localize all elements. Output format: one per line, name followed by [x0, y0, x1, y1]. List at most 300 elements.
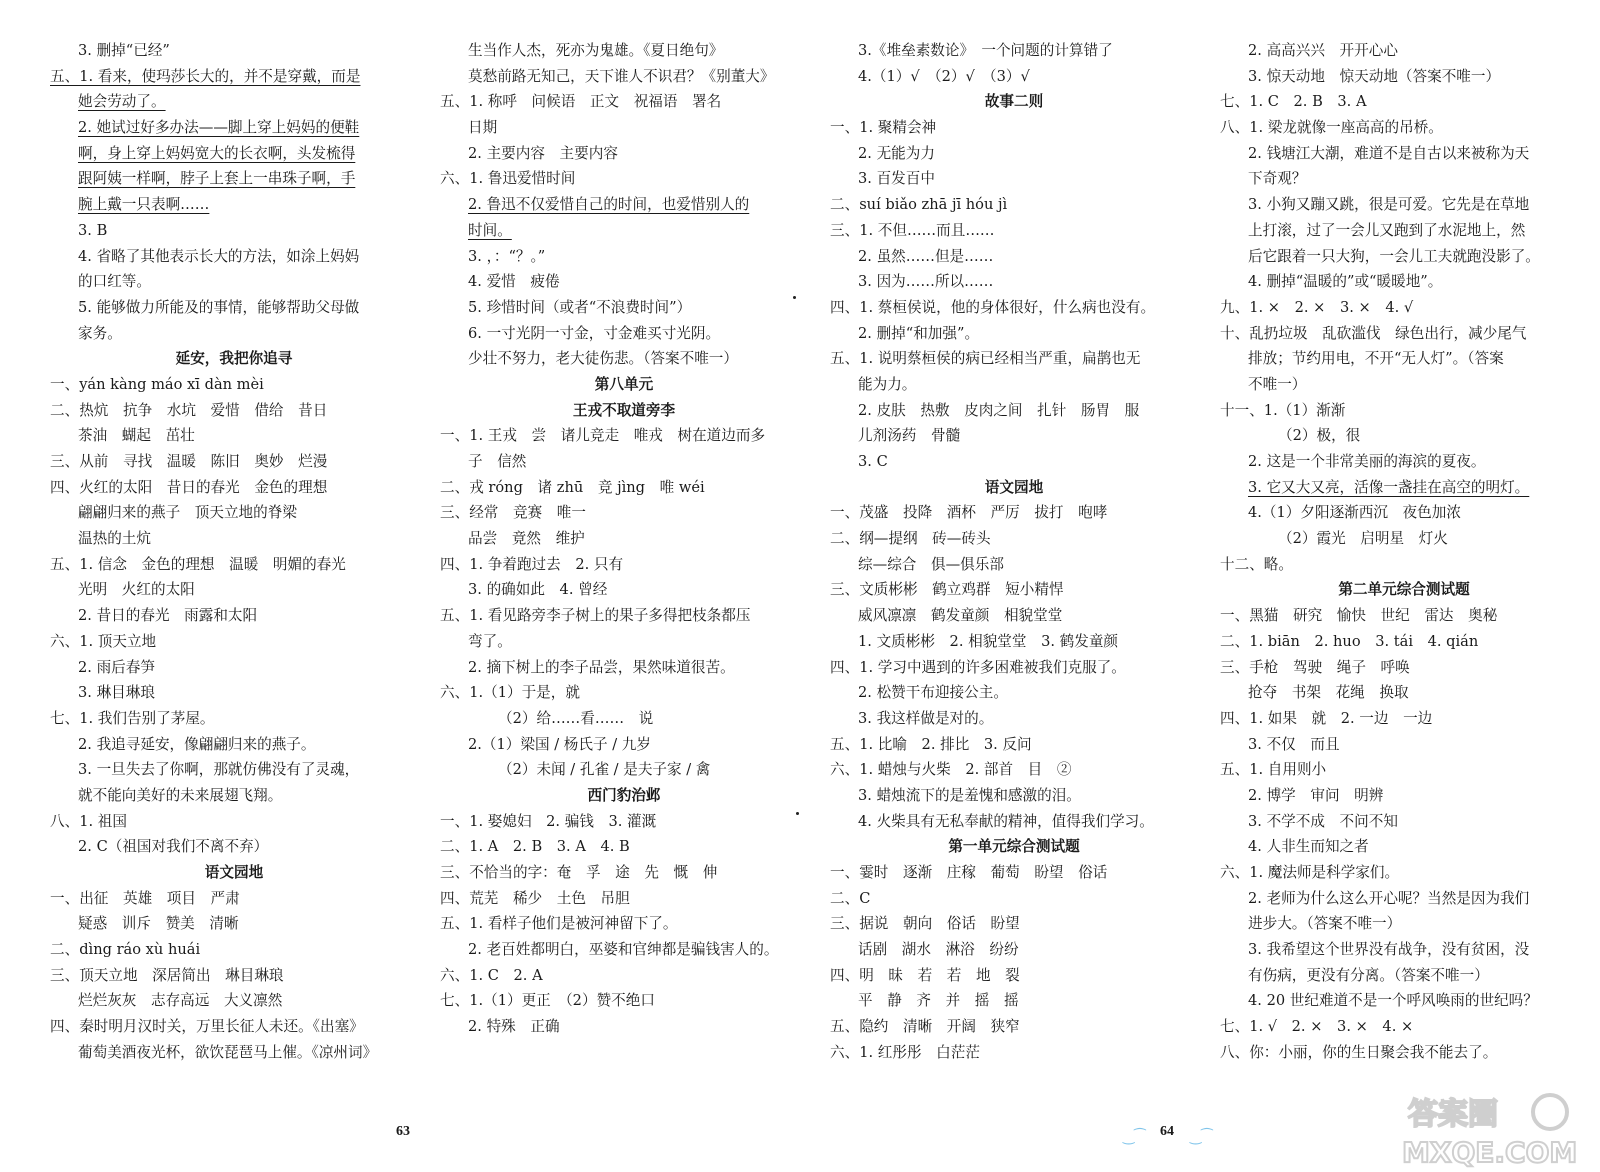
answer-line	[830, 141, 1198, 167]
answer-text: 六、1. C 2. A	[440, 966, 543, 984]
answer-column-3	[830, 38, 1198, 1066]
answer-line	[440, 757, 808, 783]
answer-line	[440, 295, 808, 321]
answer-text: 第二单元综合测试题	[1338, 581, 1470, 599]
answer-text: 三、据说 朝向 俗话 盼望	[830, 915, 1020, 933]
answer-text: 3. 不学不成 不问不知	[1248, 812, 1398, 830]
answer-text: 下奇观？	[1248, 170, 1307, 188]
answer-text: 四、1. 如果 就 2. 一边 一边	[1220, 709, 1433, 727]
answer-text: 1. 文质彬彬 2. 相貌堂堂 3. 鹤发童颜	[858, 632, 1119, 650]
answer-line	[50, 526, 418, 552]
answer-text: 十一、1.（1）渐渐	[1220, 401, 1346, 419]
answer-line	[830, 346, 1198, 372]
answer-line	[1220, 244, 1588, 270]
answer-line	[1220, 192, 1588, 218]
answer-line	[1220, 423, 1588, 449]
answer-text: 家务。	[78, 324, 122, 342]
answer-line	[440, 38, 808, 64]
answer-text: 2. 老师为什么这么开心呢？当然是因为我们	[1248, 889, 1530, 907]
answer-text: 六、1.（1）于是，就	[440, 684, 580, 702]
answer-line	[1220, 295, 1588, 321]
answer-line	[440, 141, 808, 167]
answer-text: 啊，身上穿上妈妈宽大的长衣啊，头发梳得	[78, 144, 356, 162]
answer-text: 四、荒芜 稀少 土色 吊胆	[440, 889, 630, 907]
answer-line	[50, 757, 418, 783]
answer-text: 三、手枪 驾驶 绳子 呼唤	[1220, 658, 1410, 676]
answer-text: 四、明 昧 若 若 地 裂	[830, 966, 1020, 984]
answer-line	[1220, 89, 1588, 115]
answer-line	[1220, 449, 1588, 475]
answer-text: 第八单元	[594, 375, 654, 393]
answer-line	[50, 500, 418, 526]
answer-text: 七、1.（1）更正 （2）赞不绝口	[440, 992, 655, 1010]
answer-line	[1220, 655, 1588, 681]
answer-line	[830, 500, 1198, 526]
section-heading	[440, 783, 808, 809]
answer-line	[440, 655, 808, 681]
answer-line	[440, 963, 808, 989]
answer-line	[50, 988, 418, 1014]
answer-line	[830, 937, 1198, 963]
answer-line	[830, 757, 1198, 783]
answer-line	[1220, 988, 1588, 1014]
answer-line	[1220, 269, 1588, 295]
answer-line	[50, 449, 418, 475]
answer-line	[440, 166, 808, 192]
answer-line	[440, 809, 808, 835]
section-heading	[830, 89, 1198, 115]
answer-text: 二、热炕 抗争 水坑 爱惜 借给 昔日	[50, 401, 328, 419]
answer-text: 2.（1）梁国 / 杨氏子 / 九岁	[468, 735, 651, 753]
answer-text: 5. 珍惜时间（或者“不浪费时间”）	[468, 298, 692, 316]
answer-line	[1220, 141, 1588, 167]
answer-text: 三、不恰当的字：奄 孚 途 先 慨 伸	[440, 864, 718, 881]
answer-line	[830, 192, 1198, 218]
answer-text: 2. 老百姓都明白，巫婆和官绅都是骗钱害人的。	[468, 941, 779, 959]
answer-line	[50, 89, 418, 115]
answer-text: 2. 无能为力	[858, 144, 935, 162]
answer-text: 五、1. 比喻 2. 排比 3. 反问	[830, 735, 1032, 753]
answer-line	[440, 64, 808, 90]
answer-text: 二、戎 róng 诸 zhū 竞 jìng 唯 wéi	[440, 478, 705, 496]
answer-text: 五、1. 信念 金色的理想 温暖 明媚的春光	[50, 555, 346, 573]
answer-text: 莫愁前路无知己，天下谁人不识君？《别董大》	[468, 67, 775, 85]
answer-text: 一、1. 王戎 尝 诸儿竞走 唯戎 树在道边而多	[440, 427, 766, 445]
answer-line	[1220, 860, 1588, 886]
answer-line	[440, 269, 808, 295]
answer-line	[440, 192, 808, 218]
answer-line	[1220, 757, 1588, 783]
answer-text: 六、1. 魔法师是科学家们。	[1220, 864, 1400, 881]
answer-text: 一、霎时 逐渐 庄稼 葡萄 盼望 俗话	[830, 864, 1108, 881]
answer-text: 六、1. 红彤彤 白茫茫	[830, 1043, 980, 1061]
answer-text: 三、经常 竞赛 唯一	[440, 504, 586, 522]
answer-text: 八、1. 祖国	[50, 812, 127, 830]
answer-text: 3. 我这样做是对的。	[858, 709, 994, 727]
answer-text: 五、隐约 清晰 开阔 狭窄	[830, 1018, 1020, 1036]
answer-text: 4. 火柴具有无私奉献的精神，值得我们学习。	[858, 812, 1154, 830]
answer-line	[50, 269, 418, 295]
answer-text: 2. 高高兴兴 开开心心	[1248, 42, 1398, 59]
answer-text: 光明 火红的太阳	[78, 581, 195, 599]
answer-text: 七、1. 我们告别了茅屋。	[50, 709, 215, 727]
answer-text: 第一单元综合测试题	[948, 838, 1080, 856]
answer-text: 九、1. × 2. × 3. × 4. √	[1220, 298, 1414, 316]
answer-text: 后它跟着一只大狗，一会儿工夫就跑没影了。	[1248, 247, 1540, 265]
answer-text: 进步大。（答案不唯一）	[1248, 915, 1402, 933]
answer-text: 六、1. 顶天立地	[50, 632, 157, 650]
answer-line	[440, 706, 808, 732]
answer-line	[1220, 809, 1588, 835]
answer-text: 2. 钱塘江大潮，难道不是自古以来被称为天	[1248, 144, 1530, 162]
answer-line	[1220, 475, 1588, 501]
answer-line	[1220, 732, 1588, 758]
answer-line	[50, 1014, 418, 1040]
answer-line	[1220, 398, 1588, 424]
answer-text: 排放；节约用电，不开“无人灯”。（答案	[1248, 350, 1504, 368]
answer-line	[830, 295, 1198, 321]
answer-line	[1220, 963, 1588, 989]
answer-line	[1220, 500, 1588, 526]
answer-line	[440, 937, 808, 963]
answer-text: 6. 一寸光阴一寸金，寸金难买寸光阴。	[468, 324, 721, 342]
answer-text: 2. 删掉“和加强”。	[858, 324, 980, 342]
answer-text: （2）霞光 启明星 灯火	[1278, 530, 1448, 548]
answer-line	[830, 269, 1198, 295]
answer-text: 四、1. 学习中遇到的许多困难被我们克服了。	[830, 658, 1126, 676]
answer-line	[1220, 372, 1588, 398]
answer-line	[440, 89, 808, 115]
answer-text: 综—综合 俱—俱乐部	[858, 555, 1004, 573]
section-heading	[440, 398, 808, 424]
answer-line	[440, 475, 808, 501]
answer-line	[440, 1014, 808, 1040]
answer-line	[830, 526, 1198, 552]
answer-line	[830, 372, 1198, 398]
answer-text: 弯了。	[468, 632, 512, 650]
answer-line	[830, 963, 1198, 989]
answer-line	[830, 577, 1198, 603]
watermark-icon	[1400, 1092, 1590, 1168]
answer-line	[1220, 629, 1588, 655]
answer-text: 四、1. 争着跑过去 2. 只有	[440, 555, 624, 573]
answer-line	[440, 860, 808, 886]
answer-line	[440, 577, 808, 603]
answer-text: 西门豹治邺	[587, 786, 661, 804]
answer-text: 有伤病，更没有分离。（答案不唯一）	[1248, 966, 1489, 984]
answer-text: 2. 我追寻延安，像翩翩归来的燕子。	[78, 735, 316, 753]
answer-text: 3. 的确如此 4. 曾经	[468, 581, 608, 599]
answer-text: 五、1. 看来，使玛莎长大的，并不是穿戴，而是	[50, 67, 361, 85]
answer-line	[440, 988, 808, 1014]
section-heading	[1220, 577, 1588, 603]
answer-line	[830, 218, 1198, 244]
answer-line	[440, 911, 808, 937]
answer-text: 跟阿姨一样啊，脖子上套上一串珠子啊，手	[78, 170, 356, 188]
answer-line	[830, 809, 1198, 835]
answer-text: 2. 松赞干布迎接公主。	[858, 684, 1008, 702]
answer-line	[830, 988, 1198, 1014]
answer-line	[50, 244, 418, 270]
answer-line	[1220, 218, 1588, 244]
answer-line	[830, 398, 1198, 424]
answer-text: 能为力。	[858, 375, 917, 393]
answer-line	[50, 629, 418, 655]
answer-text: 4. 爱惜 疲倦	[468, 273, 560, 291]
answer-text: 三、从前 寻找 温暖 陈旧 奥妙 烂漫	[50, 453, 328, 470]
answer-line	[50, 321, 418, 347]
answer-text: 4. 删掉“温暖的”或“暖暖地”。	[1248, 273, 1443, 291]
answer-line	[50, 706, 418, 732]
answer-line	[830, 321, 1198, 347]
answer-text: 2. 皮肤 热敷 皮肉之间 扎针 肠胃 服	[858, 401, 1140, 419]
answer-text: 威风凛凛 鹤发童颜 相貌堂堂	[858, 607, 1063, 625]
answer-line	[50, 295, 418, 321]
answer-text: 翩翩归来的燕子 顶天立地的脊梁	[78, 504, 297, 522]
answer-text: 二、纲—提纲 砖—砖头	[830, 530, 991, 548]
scan-dot	[796, 812, 799, 815]
answer-text: 三、1. 不但……而且……	[830, 221, 995, 239]
answer-line	[50, 166, 418, 192]
answer-text: 八、1. 梁龙就像一座高高的吊桥。	[1220, 119, 1443, 137]
answer-line	[830, 783, 1198, 809]
answer-text: 二、suí biǎo zhā jī hóu jì	[830, 196, 1008, 214]
answer-text: 十二、略。	[1220, 555, 1293, 573]
answer-column-4	[1220, 38, 1588, 1066]
answer-line	[1220, 783, 1588, 809]
answer-text: 四、1. 蔡桓侯说，他的身体很好，什么病也没有。	[830, 298, 1156, 316]
answer-line	[830, 166, 1198, 192]
answer-line	[1220, 166, 1588, 192]
answer-text: 八、你：小丽，你的生日聚会我不能去了。	[1220, 1043, 1498, 1061]
answer-line	[1220, 680, 1588, 706]
answer-line	[440, 680, 808, 706]
answer-text: 三、文质彬彬 鹤立鸡群 短小精悍	[830, 581, 1064, 599]
answer-text: 抢夺 书架 花绳 换取	[1248, 684, 1409, 702]
answer-line	[440, 500, 808, 526]
answer-line	[50, 192, 418, 218]
answer-text: 疑惑 训斥 赞美 清晰	[78, 915, 239, 933]
answer-column-2	[440, 38, 808, 1040]
answer-line	[50, 552, 418, 578]
answer-text: 2. 虽然……但是……	[858, 247, 994, 265]
answer-line	[440, 115, 808, 141]
section-heading	[50, 860, 418, 886]
answer-line	[1220, 886, 1588, 912]
wave-decoration-icon: ‿⁀	[1190, 1129, 1213, 1145]
answer-line	[830, 629, 1198, 655]
answer-text: 五、1. 说明蔡桓侯的病已经相当严重，扁鹊也无	[830, 350, 1141, 368]
wave-decoration-icon: ‿⁀	[1123, 1129, 1146, 1145]
answer-line	[50, 398, 418, 424]
answer-line	[440, 526, 808, 552]
answer-line	[50, 783, 418, 809]
answer-line	[440, 886, 808, 912]
answer-text: 2. 摘下树上的李子品尝，果然味道很苦。	[468, 658, 735, 676]
answer-text: 王戎不取道旁李	[572, 401, 676, 419]
answer-line	[1220, 526, 1588, 552]
answer-line	[1220, 911, 1588, 937]
answer-line	[830, 886, 1198, 912]
answer-text: 生当作人杰，死亦为鬼雄。《夏日绝句》	[468, 42, 724, 59]
answer-text: 3. 它又大又亮，活像一盏挂在高空的明灯。	[1248, 478, 1530, 496]
answer-line	[830, 1014, 1198, 1040]
answer-line	[1220, 1014, 1588, 1040]
answer-line	[440, 244, 808, 270]
answer-line	[1220, 1040, 1588, 1066]
section-heading	[440, 372, 808, 398]
answer-text: 五、1. 看见路旁李子树上的果子多得把枝条都压	[440, 607, 751, 625]
answer-text: 四、火红的太阳 昔日的春光 金色的理想	[50, 478, 328, 496]
answer-line	[1220, 38, 1588, 64]
answer-line	[50, 834, 418, 860]
section-heading	[830, 475, 1198, 501]
answer-text: 六、1. 蜡烛与火柴 2. 部首 目 ②	[830, 761, 1072, 779]
answer-line	[50, 680, 418, 706]
answer-line	[830, 706, 1198, 732]
answer-text: （2）给……看…… 说	[498, 709, 654, 727]
answer-text: 3. 我希望这个世界没有战争，没有贫困，没	[1248, 941, 1530, 959]
answer-line	[50, 475, 418, 501]
answer-text: 平 静 齐 并 摇 摇	[858, 992, 1019, 1010]
answer-text: （2）未闻 / 孔雀 / 是夫子家 / 禽	[498, 761, 711, 779]
answer-line	[830, 655, 1198, 681]
answer-text: 2. 特殊 正确	[468, 1018, 560, 1036]
answer-text: 五、1. 看样子他们是被河神留下了。	[440, 915, 678, 933]
answer-line	[50, 809, 418, 835]
answer-line	[50, 115, 418, 141]
answer-text: 延安，我把你追寻	[175, 350, 293, 368]
page-number-right: 64	[1160, 1124, 1174, 1139]
answer-line	[50, 655, 418, 681]
answer-text: 3. 小狗又蹦又跳，很是可爱。它先是在草地	[1248, 196, 1530, 214]
answer-text: 五、1. 自用则小	[1220, 761, 1327, 779]
answer-line	[830, 911, 1198, 937]
answer-text: 2. C（祖国对我们不离不弃）	[78, 838, 269, 856]
answer-text: 2. 她试过好多办法——脚上穿上妈妈的便鞋	[78, 119, 360, 137]
answer-line	[50, 1040, 418, 1066]
answer-line	[440, 834, 808, 860]
answer-text: 一、yán kàng máo xī dàn mèi	[50, 375, 264, 393]
answer-text: 时间。	[468, 221, 512, 239]
answer-text: 一、茂盛 投降 酒杯 严厉 拔打 咆哮	[830, 504, 1108, 522]
answer-text: 不唯一）	[1248, 375, 1307, 393]
answer-text: 六、1. 鲁迅爱惜时间	[440, 170, 576, 188]
answer-line	[1220, 834, 1588, 860]
answer-line	[830, 244, 1198, 270]
answer-line	[830, 603, 1198, 629]
answer-text: 语文园地	[984, 478, 1044, 496]
answer-line	[830, 732, 1198, 758]
answer-text: 品尝 竟然 维护	[468, 530, 585, 548]
answer-text: 4.（1）√ （2）√ （3）√	[858, 67, 1030, 85]
answer-text: 2. 雨后春笋	[78, 658, 155, 676]
answer-text: 3. 惊天动地 惊天动地（答案不唯一）	[1248, 67, 1501, 85]
answer-text: （2）极，很	[1278, 427, 1361, 445]
answer-line	[1220, 64, 1588, 90]
answer-line	[50, 423, 418, 449]
answer-text: 七、1. C 2. B 3. A	[1220, 93, 1367, 111]
answer-line	[1220, 552, 1588, 578]
page-number-left: 63	[396, 1124, 410, 1139]
answer-column-1	[50, 38, 418, 1066]
answer-text: 茶油 蝴起 茁壮	[78, 427, 195, 445]
watermark-logo	[1400, 1092, 1590, 1168]
answer-line	[50, 911, 418, 937]
answer-line	[1220, 937, 1588, 963]
answer-line	[50, 64, 418, 90]
answer-text: 3. 一旦失去了你啊，那就仿佛没有了灵魂，	[78, 761, 360, 779]
answer-text: 2. 昔日的春光 雨露和太阳	[78, 607, 258, 625]
answer-line	[440, 629, 808, 655]
answer-text: 四、秦时明月汉时关，万里长征人未还。《出塞》	[50, 1018, 364, 1036]
answer-line	[50, 372, 418, 398]
answer-text: 语文园地	[204, 864, 264, 881]
answer-text: 的口红等。	[78, 273, 151, 291]
answer-text: 3. 删掉“已经”	[78, 42, 170, 59]
answer-text: 2. 博学 审问 明辨	[1248, 786, 1384, 804]
answer-text: 儿剂汤药 骨髓	[858, 427, 961, 445]
answer-text: 二、1. A 2. B 3. A 4. B	[440, 838, 630, 856]
watermark-top-text: 答案圈	[1408, 1097, 1498, 1132]
answer-text: 二、1. biān 2. huo 3. tái 4. qián	[1220, 632, 1479, 650]
answer-line	[50, 577, 418, 603]
answer-text: 2. 鲁迅不仅爱惜自己的时间，也爱惜别人的	[468, 196, 750, 214]
section-heading	[830, 834, 1198, 860]
answer-text: 3. 琳目琳琅	[78, 684, 155, 702]
answer-line	[830, 423, 1198, 449]
answer-line	[830, 449, 1198, 475]
answer-line	[440, 346, 808, 372]
answer-text: 她会劳动了。	[78, 93, 166, 111]
answer-text: 3. 蜡烛流下的是羞愧和感激的泪。	[858, 786, 1081, 804]
answer-text: 3. 不仅 而且	[1248, 735, 1340, 753]
answer-line	[830, 115, 1198, 141]
answer-line	[1220, 603, 1588, 629]
watermark-bottom-text: MXQE.COM	[1402, 1136, 1578, 1168]
answer-text: 十、乱扔垃圾 乱砍滥伐 绿色出行，减少尾气	[1220, 324, 1527, 342]
answer-text: 上打滚，过了一会儿又跑到了水泥地上，然	[1248, 221, 1526, 239]
answer-text: 3. ，：“？。”	[468, 247, 546, 265]
answer-line	[440, 218, 808, 244]
answer-line	[50, 886, 418, 912]
answer-line	[1220, 346, 1588, 372]
answer-line	[440, 552, 808, 578]
answer-line	[1220, 321, 1588, 347]
answer-text: 温热的土炕	[78, 530, 151, 548]
answer-text: 4. 省略了其他表示长大的方法，如涂上妈妈	[78, 247, 360, 265]
answer-text: 4.（1）夕阳逐渐西沉 夜色加浓	[1248, 504, 1461, 522]
answer-text: 一、1. 娶媳妇 2. 骗钱 3. 灌溉	[440, 812, 657, 830]
answer-text: 5. 能够做力所能及的事情，能够帮助父母做	[78, 298, 360, 316]
answer-line	[1220, 706, 1588, 732]
answer-line	[440, 732, 808, 758]
answer-text: 3. B	[78, 221, 108, 239]
answer-text: 话剧 湖水 淋浴 纷纷	[858, 941, 1019, 959]
answer-text: 日期	[468, 119, 498, 137]
answer-text: 烂烂灰灰 志存高远 大义凛然	[78, 992, 283, 1010]
answer-text: 七、1. √ 2. × 3. × 4. ×	[1220, 1018, 1414, 1036]
answer-text: 腕上戴一只表啊……	[78, 196, 210, 214]
answer-line	[50, 963, 418, 989]
answer-text: 一、1. 聚精会神	[830, 119, 937, 137]
answer-line	[440, 321, 808, 347]
answer-line	[50, 141, 418, 167]
answer-text: 子 信然	[468, 453, 527, 470]
answer-text: 五、1. 称呼 问候语 正文 祝福语 署名	[440, 93, 722, 111]
answer-text: 少壮不努力，老大徒伤悲。（答案不唯一）	[468, 350, 738, 368]
answer-line	[1220, 115, 1588, 141]
